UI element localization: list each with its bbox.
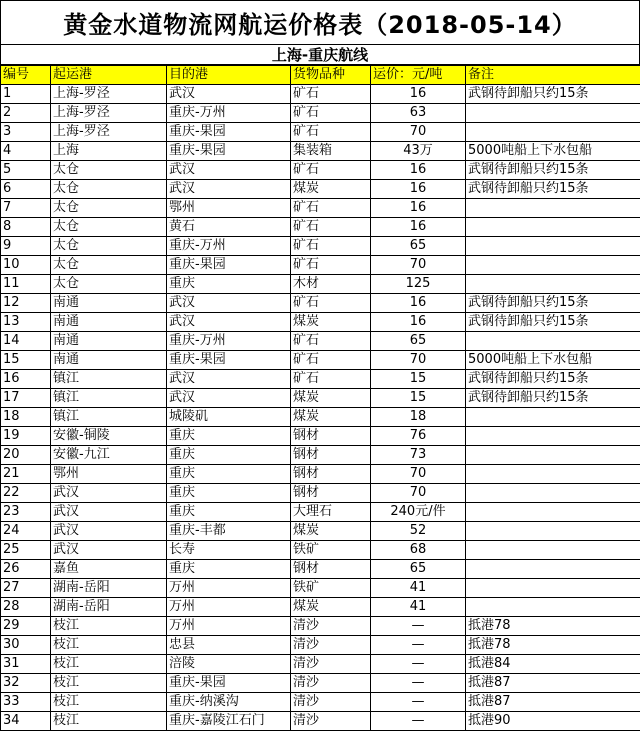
- cargo-type-cell: 煤炭: [291, 408, 371, 427]
- origin-port-cell: 上海-罗泾: [51, 85, 167, 104]
- destination-port-cell: 万州: [167, 598, 291, 617]
- cargo-type-cell: 木材: [291, 275, 371, 294]
- remarks-cell: [466, 199, 640, 218]
- remarks-cell: 武钢待卸船只约15条: [466, 180, 640, 199]
- remarks-cell: [466, 503, 640, 522]
- cargo-type-cell: 煤炭: [291, 522, 371, 541]
- origin-port-cell: 南通: [51, 351, 167, 370]
- origin-port-cell: 枝江: [51, 674, 167, 693]
- origin-port-cell: 湖南-岳阳: [51, 579, 167, 598]
- destination-port-cell: 长寿: [167, 541, 291, 560]
- remarks-cell: 武钢待卸船只约15条: [466, 85, 640, 104]
- row-no-cell: 23: [1, 503, 51, 522]
- origin-port-cell: 南通: [51, 313, 167, 332]
- destination-port-cell: 重庆-纳溪沟: [167, 693, 291, 712]
- row-no-cell: 29: [1, 617, 51, 636]
- destination-port-cell: 武汉: [167, 161, 291, 180]
- remarks-cell: [466, 465, 640, 484]
- row-no-cell: 25: [1, 541, 51, 560]
- remarks-cell: [466, 218, 640, 237]
- origin-port-cell: 安徽-铜陵: [51, 427, 167, 446]
- row-no-cell: 33: [1, 693, 51, 712]
- destination-port-cell: 鄂州: [167, 199, 291, 218]
- row-no-cell: 2: [1, 104, 51, 123]
- table-row: [1, 465, 640, 484]
- remarks-cell: [466, 484, 640, 503]
- table-row: [1, 351, 640, 370]
- destination-port-cell: 武汉: [167, 389, 291, 408]
- freight-rate-cell: 52: [371, 522, 466, 541]
- row-no-cell: 14: [1, 332, 51, 351]
- destination-port-cell: 万州: [167, 579, 291, 598]
- table-row: [1, 655, 640, 674]
- freight-rate-cell: —: [371, 693, 466, 712]
- table-row: [1, 294, 640, 313]
- table-row: [1, 180, 640, 199]
- destination-port-cell: 万州: [167, 617, 291, 636]
- table-row: [1, 617, 640, 636]
- row-no-cell: 11: [1, 275, 51, 294]
- cargo-type-cell: 大理石: [291, 503, 371, 522]
- row-no-cell: 13: [1, 313, 51, 332]
- table-row: [1, 427, 640, 446]
- destination-port-cell: 忠县: [167, 636, 291, 655]
- table-row: [1, 522, 640, 541]
- remarks-cell: 武钢待卸船只约15条: [466, 161, 640, 180]
- table-row: [1, 389, 640, 408]
- row-no-cell: 28: [1, 598, 51, 617]
- row-no-cell: 31: [1, 655, 51, 674]
- row-no-cell: 18: [1, 408, 51, 427]
- remarks-cell: [466, 427, 640, 446]
- origin-port-cell: 武汉: [51, 541, 167, 560]
- remarks-cell: 5000吨船上下水包船: [466, 351, 640, 370]
- origin-port-cell: 武汉: [51, 484, 167, 503]
- remarks-cell: [466, 522, 640, 541]
- destination-port-cell: 重庆: [167, 484, 291, 503]
- destination-port-cell: 黄石: [167, 218, 291, 237]
- remarks-cell: 5000吨船上下水包船: [466, 142, 640, 161]
- origin-port-cell: 南通: [51, 294, 167, 313]
- cargo-type-cell: 矿石: [291, 256, 371, 275]
- freight-rate-cell: 70: [371, 484, 466, 503]
- freight-rate-cell: 125: [371, 275, 466, 294]
- freight-rate-cell: 43万: [371, 142, 466, 161]
- freight-rate-cell: 70: [371, 351, 466, 370]
- freight-rate-cell: 65: [371, 332, 466, 351]
- table-row: [1, 123, 640, 142]
- row-no-cell: 24: [1, 522, 51, 541]
- remarks-cell: 武钢待卸船只约15条: [466, 370, 640, 389]
- row-no-cell: 5: [1, 161, 51, 180]
- remarks-cell: [466, 123, 640, 142]
- header-freight-rate: 运价：元/吨: [371, 66, 466, 85]
- table-row: [1, 446, 640, 465]
- cargo-type-cell: 铁矿: [291, 541, 371, 560]
- freight-rate-cell: 41: [371, 579, 466, 598]
- origin-port-cell: 枝江: [51, 655, 167, 674]
- table-row: [1, 161, 640, 180]
- cargo-type-cell: 清沙: [291, 674, 371, 693]
- origin-port-cell: 太仓: [51, 199, 167, 218]
- destination-port-cell: 武汉: [167, 313, 291, 332]
- remarks-cell: 抵港84: [466, 655, 640, 674]
- cargo-type-cell: 矿石: [291, 161, 371, 180]
- origin-port-cell: 枝江: [51, 636, 167, 655]
- cargo-type-cell: 矿石: [291, 351, 371, 370]
- remarks-cell: [466, 446, 640, 465]
- row-no-cell: 15: [1, 351, 51, 370]
- cargo-type-cell: 钢材: [291, 560, 371, 579]
- freight-rate-cell: 240元/件: [371, 503, 466, 522]
- table-row: [1, 541, 640, 560]
- remarks-cell: 抵港78: [466, 617, 640, 636]
- destination-port-cell: 武汉: [167, 294, 291, 313]
- destination-port-cell: 重庆-嘉陵江石门: [167, 712, 291, 731]
- table-row: [1, 693, 640, 712]
- table-row: [1, 503, 640, 522]
- destination-port-cell: 重庆-果园: [167, 256, 291, 275]
- destination-port-cell: 武汉: [167, 180, 291, 199]
- cargo-type-cell: 矿石: [291, 85, 371, 104]
- table-row: [1, 313, 640, 332]
- table-row: [1, 275, 640, 294]
- row-no-cell: 6: [1, 180, 51, 199]
- destination-port-cell: 重庆-果园: [167, 351, 291, 370]
- destination-port-cell: 城陵矶: [167, 408, 291, 427]
- destination-port-cell: 重庆: [167, 560, 291, 579]
- header-no: 编号: [1, 66, 51, 85]
- freight-rate-cell: 16: [371, 85, 466, 104]
- cargo-type-cell: 铁矿: [291, 579, 371, 598]
- cargo-type-cell: 矿石: [291, 237, 371, 256]
- row-no-cell: 1: [1, 85, 51, 104]
- table-row: [1, 636, 640, 655]
- destination-port-cell: 重庆-丰都: [167, 522, 291, 541]
- row-no-cell: 9: [1, 237, 51, 256]
- cargo-type-cell: 矿石: [291, 104, 371, 123]
- freight-rate-cell: 70: [371, 256, 466, 275]
- destination-port-cell: 重庆-果园: [167, 674, 291, 693]
- origin-port-cell: 上海-罗泾: [51, 123, 167, 142]
- freight-rate-cell: 65: [371, 560, 466, 579]
- origin-port-cell: 南通: [51, 332, 167, 351]
- price-table: [0, 65, 640, 731]
- table-row: [1, 237, 640, 256]
- origin-port-cell: 镇江: [51, 389, 167, 408]
- destination-port-cell: 武汉: [167, 85, 291, 104]
- row-no-cell: 22: [1, 484, 51, 503]
- row-no-cell: 20: [1, 446, 51, 465]
- header-row: [1, 66, 640, 85]
- destination-port-cell: 重庆: [167, 427, 291, 446]
- cargo-type-cell: 清沙: [291, 712, 371, 731]
- row-no-cell: 7: [1, 199, 51, 218]
- table-row: [1, 256, 640, 275]
- header-destination-port: 目的港: [167, 66, 291, 85]
- remarks-cell: 抵港87: [466, 693, 640, 712]
- cargo-type-cell: 清沙: [291, 636, 371, 655]
- header-cargo-type: 货物品种: [291, 66, 371, 85]
- freight-rate-cell: 63: [371, 104, 466, 123]
- table-row: [1, 142, 640, 161]
- destination-port-cell: 涪陵: [167, 655, 291, 674]
- row-no-cell: 3: [1, 123, 51, 142]
- origin-port-cell: 太仓: [51, 275, 167, 294]
- cargo-type-cell: 钢材: [291, 484, 371, 503]
- freight-rate-cell: 15: [371, 370, 466, 389]
- row-no-cell: 10: [1, 256, 51, 275]
- header-remarks: 备注: [466, 66, 640, 85]
- destination-port-cell: 重庆-万州: [167, 104, 291, 123]
- remarks-cell: [466, 256, 640, 275]
- cargo-type-cell: 清沙: [291, 617, 371, 636]
- row-no-cell: 17: [1, 389, 51, 408]
- freight-rate-cell: —: [371, 674, 466, 693]
- cargo-type-cell: 钢材: [291, 427, 371, 446]
- freight-rate-cell: 73: [371, 446, 466, 465]
- freight-rate-cell: —: [371, 655, 466, 674]
- remarks-cell: 武钢待卸船只约15条: [466, 389, 640, 408]
- origin-port-cell: 镇江: [51, 408, 167, 427]
- table-row: [1, 712, 640, 731]
- table-row: [1, 332, 640, 351]
- cargo-type-cell: 清沙: [291, 693, 371, 712]
- remarks-cell: 抵港78: [466, 636, 640, 655]
- cargo-type-cell: 煤炭: [291, 598, 371, 617]
- destination-port-cell: 重庆: [167, 275, 291, 294]
- row-no-cell: 26: [1, 560, 51, 579]
- cargo-type-cell: 钢材: [291, 465, 371, 484]
- cargo-type-cell: 钢材: [291, 446, 371, 465]
- remarks-cell: [466, 408, 640, 427]
- destination-port-cell: 重庆-果园: [167, 142, 291, 161]
- origin-port-cell: 上海-罗泾: [51, 104, 167, 123]
- destination-port-cell: 武汉: [167, 370, 291, 389]
- origin-port-cell: 太仓: [51, 256, 167, 275]
- row-no-cell: 4: [1, 142, 51, 161]
- table-row: [1, 560, 640, 579]
- row-no-cell: 19: [1, 427, 51, 446]
- table-row: [1, 85, 640, 104]
- destination-port-cell: 重庆-果园: [167, 123, 291, 142]
- freight-rate-cell: 16: [371, 218, 466, 237]
- freight-rate-cell: 16: [371, 313, 466, 332]
- freight-rate-cell: 16: [371, 294, 466, 313]
- table-row: [1, 218, 640, 237]
- freight-rate-cell: 70: [371, 465, 466, 484]
- table-row: [1, 104, 640, 123]
- origin-port-cell: 枝江: [51, 693, 167, 712]
- cargo-type-cell: 清沙: [291, 655, 371, 674]
- origin-port-cell: 安徽-九江: [51, 446, 167, 465]
- table-row: [1, 370, 640, 389]
- origin-port-cell: 太仓: [51, 237, 167, 256]
- remarks-cell: 抵港90: [466, 712, 640, 731]
- remarks-cell: [466, 579, 640, 598]
- remarks-cell: [466, 541, 640, 560]
- freight-rate-cell: 16: [371, 199, 466, 218]
- origin-port-cell: 上海: [51, 142, 167, 161]
- freight-rate-cell: 15: [371, 389, 466, 408]
- row-no-cell: 27: [1, 579, 51, 598]
- remarks-cell: 抵港87: [466, 674, 640, 693]
- remarks-cell: [466, 237, 640, 256]
- origin-port-cell: 枝江: [51, 712, 167, 731]
- origin-port-cell: 太仓: [51, 218, 167, 237]
- sheet-title: 黄金水道物流网航运价格表（2018-05-14）: [0, 0, 640, 44]
- row-no-cell: 32: [1, 674, 51, 693]
- table-row: [1, 408, 640, 427]
- freight-rate-cell: 41: [371, 598, 466, 617]
- destination-port-cell: 重庆: [167, 503, 291, 522]
- route-subtitle: 上海-重庆航线: [0, 44, 640, 65]
- remarks-cell: [466, 332, 640, 351]
- table-row: [1, 199, 640, 218]
- row-no-cell: 34: [1, 712, 51, 731]
- freight-rate-cell: 16: [371, 180, 466, 199]
- origin-port-cell: 武汉: [51, 503, 167, 522]
- origin-port-cell: 枝江: [51, 617, 167, 636]
- origin-port-cell: 太仓: [51, 161, 167, 180]
- row-no-cell: 12: [1, 294, 51, 313]
- cargo-type-cell: 煤炭: [291, 180, 371, 199]
- row-no-cell: 8: [1, 218, 51, 237]
- cargo-type-cell: 煤炭: [291, 313, 371, 332]
- remarks-cell: [466, 104, 640, 123]
- cargo-type-cell: 矿石: [291, 123, 371, 142]
- origin-port-cell: 嘉鱼: [51, 560, 167, 579]
- cargo-type-cell: 集装箱: [291, 142, 371, 161]
- freight-rate-cell: 70: [371, 123, 466, 142]
- cargo-type-cell: 矿石: [291, 294, 371, 313]
- origin-port-cell: 镇江: [51, 370, 167, 389]
- cargo-type-cell: 矿石: [291, 370, 371, 389]
- remarks-cell: 武钢待卸船只约15条: [466, 294, 640, 313]
- freight-rate-cell: —: [371, 636, 466, 655]
- freight-rate-cell: 76: [371, 427, 466, 446]
- freight-rate-cell: 65: [371, 237, 466, 256]
- row-no-cell: 21: [1, 465, 51, 484]
- freight-rate-cell: 18: [371, 408, 466, 427]
- table-row: [1, 598, 640, 617]
- table-row: [1, 484, 640, 503]
- origin-port-cell: 鄂州: [51, 465, 167, 484]
- destination-port-cell: 重庆: [167, 446, 291, 465]
- row-no-cell: 16: [1, 370, 51, 389]
- remarks-cell: 武钢待卸船只约15条: [466, 313, 640, 332]
- freight-rate-cell: —: [371, 712, 466, 731]
- origin-port-cell: 太仓: [51, 180, 167, 199]
- cargo-type-cell: 矿石: [291, 199, 371, 218]
- freight-rate-cell: 68: [371, 541, 466, 560]
- cargo-type-cell: 矿石: [291, 218, 371, 237]
- destination-port-cell: 重庆-万州: [167, 237, 291, 256]
- freight-rate-cell: —: [371, 617, 466, 636]
- remarks-cell: [466, 560, 640, 579]
- destination-port-cell: 重庆-万州: [167, 332, 291, 351]
- table-row: [1, 579, 640, 598]
- origin-port-cell: 武汉: [51, 522, 167, 541]
- header-origin-port: 起运港: [51, 66, 167, 85]
- row-no-cell: 30: [1, 636, 51, 655]
- remarks-cell: [466, 275, 640, 294]
- cargo-type-cell: 矿石: [291, 332, 371, 351]
- destination-port-cell: 重庆: [167, 465, 291, 484]
- cargo-type-cell: 煤炭: [291, 389, 371, 408]
- table-row: [1, 674, 640, 693]
- freight-rate-cell: 16: [371, 161, 466, 180]
- origin-port-cell: 湖南-岳阳: [51, 598, 167, 617]
- remarks-cell: [466, 598, 640, 617]
